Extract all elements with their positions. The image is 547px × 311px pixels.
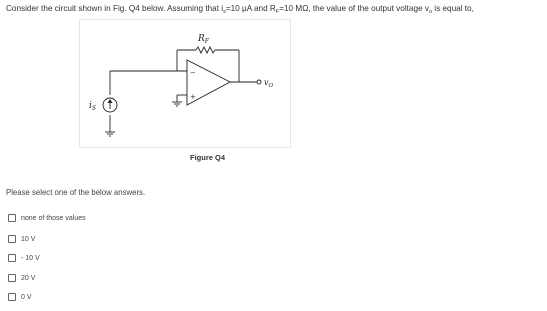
rf-label: $R_F$ [198,34,209,45]
question-sub-o: o [428,9,433,15]
option-20v[interactable] [8,272,35,284]
question-sub-f: F [275,9,280,15]
question-part3: =10 MΩ, the value of the output voltage v [279,4,429,13]
is-label: $i_S$ [89,101,97,112]
radio-button[interactable] [8,293,16,301]
radio-button[interactable] [8,254,16,262]
option-10v[interactable] [8,233,35,245]
question-sub-s: s [223,9,226,15]
rf-resistor [196,47,215,53]
option-minus-10v[interactable] [8,252,40,264]
vo-label: $v_O$ [264,78,274,89]
noninverting-sign: + [190,93,196,101]
radio-button[interactable] [8,214,16,222]
option-label: 10 V [21,235,36,243]
radio-button[interactable] [8,235,16,243]
inverting-sign: − [190,69,196,77]
current-arrow-head [108,99,113,103]
option-0v[interactable] [8,291,32,303]
question-part4: is equal to, [432,4,474,13]
question-part1: Consider the circuit shown in Fig. Q4 below. Assuming that i [6,4,224,13]
figure-caption: Figure Q4 [190,153,226,162]
option-none-of-those-values[interactable] [8,212,86,224]
option-label: - 10 V [21,254,40,262]
answer-prompt: Please select one of the below answers. [6,188,146,197]
option-label: none of those values [21,214,86,222]
radio-button[interactable] [8,274,16,282]
question-text [6,4,546,15]
option-label: 0 V [21,293,32,301]
circuit-figure [79,19,291,148]
output-terminal [257,80,261,84]
question-part2: =10 μA and R [225,4,276,13]
option-label: 20 V [21,274,36,282]
circuit-diagram [80,20,290,147]
